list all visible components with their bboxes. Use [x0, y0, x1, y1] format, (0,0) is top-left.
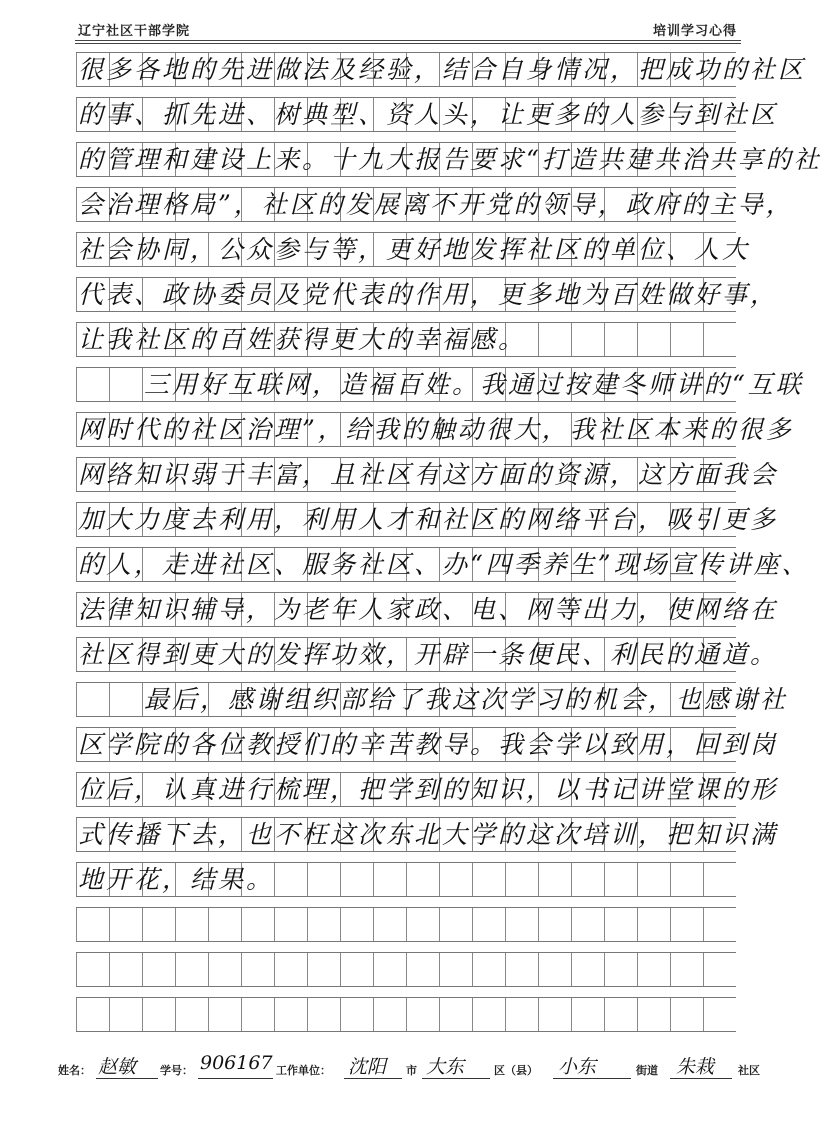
header-rule	[75, 40, 741, 41]
grid-row	[76, 97, 779, 132]
writing-grid	[76, 52, 822, 1042]
name-underline	[96, 1078, 158, 1079]
handwritten-line: 的管理和建设上来。十九大报告要求“打造共建共治共享的社	[78, 145, 822, 174]
grid-row	[76, 637, 779, 672]
grid-row	[76, 502, 779, 537]
grid-row	[76, 52, 807, 87]
handwritten-line: 式传播下去，也不枉这次东北大学的这次培训，把知识满	[78, 820, 779, 849]
handwritten-line: 法律知识辅导，为老年人家政、电、网等出力，使网络在	[78, 595, 779, 624]
document-type-title: 培训学习心得	[652, 24, 737, 39]
handwritten-line: 很多各地的先进做法及经验，结合自身情况，把成功的社区	[78, 55, 807, 84]
handwritten-line: 让我社区的百姓获得更大的幸福感。	[78, 325, 527, 354]
grid-row	[76, 457, 779, 492]
community-underline	[670, 1078, 732, 1079]
grid-row	[76, 547, 810, 582]
handwritten-line: 网时代的社区治理”，给我的触动很大，我社区本来的很多	[78, 415, 794, 444]
street-underline	[553, 1078, 631, 1079]
grid-row	[76, 817, 779, 852]
city-underline	[344, 1078, 402, 1079]
grid-row	[76, 682, 789, 717]
district-underline	[422, 1078, 490, 1079]
grid-row	[76, 727, 779, 762]
grid-row	[76, 862, 736, 897]
district-value: 大东	[426, 1056, 465, 1078]
grid-row	[76, 367, 804, 402]
header-rule-secondary	[75, 43, 741, 44]
grid-row	[76, 772, 779, 807]
handwritten-line: 代表、政协委员及党代表的作用，更多地为百姓做好事，	[78, 280, 779, 309]
handwritten-line: 区学院的各位教授们的辛苦教导。我会学以致用，回到岗	[78, 730, 779, 759]
name-label: 姓名：	[58, 1064, 91, 1077]
handwritten-line: 网络知识弱于丰富，且社区有这方面的资源，这方面我会	[78, 460, 779, 489]
grid-row	[76, 997, 736, 1032]
student-id-label: 学号：	[160, 1064, 193, 1077]
handwritten-line: 社会协同，公众参与等，更好地发挥社区的单位、人大	[78, 235, 751, 264]
handwritten-line: 的人，走进社区、服务社区、办“四季养生”现场宣传讲座、	[78, 550, 810, 579]
street-value: 小东	[558, 1056, 597, 1078]
grid-row	[76, 277, 779, 312]
community-value: 朱栽	[676, 1056, 715, 1078]
handwritten-line: 的事、抓先进、树典型、资人头，让更多的人参与到社区	[78, 100, 779, 129]
handwritten-line: 地开花，结果。	[78, 865, 275, 894]
grid-row	[76, 952, 736, 987]
signature-footer	[48, 1050, 768, 1084]
grid-row	[76, 187, 794, 222]
city-label: 市	[406, 1064, 417, 1077]
student-id-underline	[198, 1078, 273, 1079]
grid-row	[76, 907, 736, 942]
grid-row	[76, 232, 751, 267]
handwritten-line: 会治理格局”，社区的发展离不开党的领导，政府的主导，	[78, 190, 794, 219]
handwritten-line: 位后，认真进行梳理，把学到的知识，以书记讲堂课的形	[78, 775, 779, 804]
student-id-value: 906167	[200, 1052, 273, 1074]
handwritten-line: 社区得到更大的发挥功效，开辟一条便民、利民的通道。	[78, 640, 779, 669]
handwritten-line: 加大力度去利用，利用人才和社区的网络平台，吸引更多	[78, 505, 779, 534]
handwritten-line: 三用好互联网，造福百姓。我通过按建冬师讲的“互联	[144, 370, 804, 399]
district-label: 区（县）	[494, 1064, 538, 1077]
college-title: 辽宁社区干部学院	[78, 24, 191, 39]
handwritten-line: 最后，感谢组织部给了我这次学习的机会，也感谢社	[144, 685, 789, 714]
grid-row	[76, 142, 822, 177]
grid-row	[76, 412, 794, 447]
city-value: 沈阳	[348, 1056, 387, 1078]
name-value: 赵敏	[98, 1056, 137, 1078]
work-unit-label: 工作单位：	[276, 1064, 331, 1077]
grid-row	[76, 322, 736, 357]
grid-row	[76, 592, 779, 627]
community-label: 社区	[738, 1064, 760, 1077]
street-label: 街道	[636, 1064, 658, 1077]
